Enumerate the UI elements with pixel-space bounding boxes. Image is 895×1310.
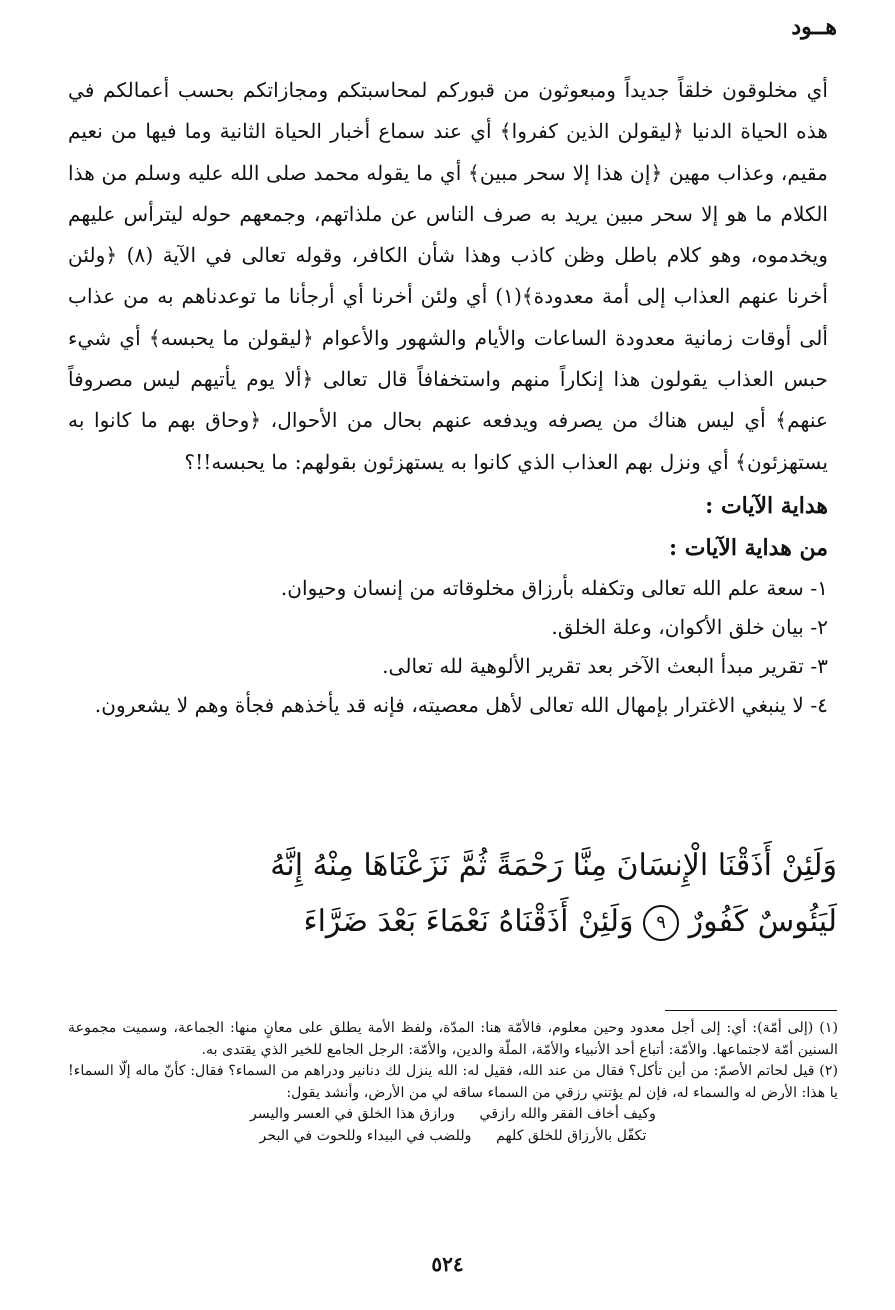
- guidance-point-4: ٤- لا ينبغي الاغترار بإمهال الله تعالى لأهل معصيته، فإنه قد يأخذهم فجأة وهم لا يشعرون.: [94, 692, 828, 717]
- main-text: [68, 70, 828, 725]
- footnote-1: (١) (إلى أمّة): أي: إلى أجل معدود وحين معلوم، فالأمّة هنا: المدّة، ولفظ الأمة يطلق على معانٍ منها: الجماعة، وسميت مجموعة السنين أمّة لاجتماعها. والأمّة: أتباع أحد الأنبياء والأمّة، الملّة والدين، والأمّة: الرجل الجامع للخير الذي يقتدى به.: [68, 1020, 838, 1058]
- guidance-point-2: ٢- بيان خلق الأكوان، وعلة الخلق.: [551, 614, 828, 639]
- guidance-subheading: من هداية الآيات :: [668, 534, 828, 561]
- verse-line-1: وَلَئِنْ أَذَقْنَا الْإِنسَانَ مِنَّا رَحْمَةً ثُمَّ نَزَعْنَاهَا مِنْهُ إِنَّهُ: [270, 848, 837, 883]
- running-head: هــود: [791, 14, 837, 40]
- guidance-point-3: ٣- تقرير مبدأ البعث الآخر بعد تقرير الألوهية لله تعالى.: [382, 653, 828, 678]
- verse-line-2-part-2: وَلَئِنْ أَذَقْنَاهُ نَعْمَاءَ بَعْدَ ضَرَّاءَ: [303, 904, 634, 939]
- verse-line-2: [225, 894, 837, 950]
- footnotes: [68, 1018, 838, 1148]
- footnote-divider: [665, 1010, 837, 1011]
- poem-hemistich: وكيف أخاف الفقر والله رازقي: [479, 1106, 656, 1123]
- poem-line-2: [68, 1126, 838, 1148]
- poem-hemistich: ورازق هذا الخلق في العسر واليسر: [250, 1106, 455, 1123]
- commentary-paragraph: أي مخلوقون خلقاً جديداً ومبعوثون من قبوركم لمحاسبتكم ومجازاتكم بحسب أعمالكم في هذه الحياة الدنيا ﴿ليقولن الذين كفروا﴾ أي عند سماع أخبار الحياة الثانية وما فيها من نعيم مقيم، وعذاب مهين ﴿إن هذا إلا سحر مبين﴾ أي ما يقوله محمد صلى الله عليه وسلم من هذا الكلام ما هو إلا سحر مبين يريد به صرف الناس عن ملذاتهم، وجمعهم حوله ليترأس عليهم ويخدموه، وهو كلام باطل وظن كاذب وهذا شأن الكافر، وقوله تعالى في الآية (٨) ﴿ولئن أخرنا عنهم العذاب إلى أمة معدودة﴾(١) أي ولئن أخرنا أي أرجأنا ما توعدناهم به من عذاب ألى أوقات زمانية معدودة الساعات والأيام والشهور والأعوام ﴿ليقولن ما يحبسه﴾ أي شيء حبس العذاب يقولون هذا إنكاراً منهم واستخفافاً قال تعالى ﴿ألا يوم يأتيهم ليس مصروفاً عنهم﴾ أي ليس هناك من يصرفه ويدفعه عنهم بحال من الأحوال، ﴿وحاق بهم ما كانوا به يستهزئون﴾ أي ونزل بهم العذاب الذي كانوا به يستهزئون بقولهم: ما يحبسه!!؟: [68, 78, 829, 474]
- ayah-number-marker: ٩: [643, 905, 679, 941]
- page-number: ٥٢٤: [431, 1252, 464, 1276]
- poem-line-1: [68, 1104, 838, 1126]
- poem-hemistich: تكفّل بالأرزاق للخلق كلهم: [496, 1127, 647, 1144]
- poem-hemistich: وللضب في البيداء وللحوت في البحر: [259, 1127, 472, 1144]
- quran-verse: [225, 838, 837, 950]
- guidance-heading: هداية الآيات :: [705, 492, 828, 519]
- verse-line-2-part-1: لَيَئُوسٌ كَفُورٌ: [688, 904, 837, 939]
- footnote-2: (٢) قيل لحاتم الأصمّ: من أين تأكل؟ فقال من عند الله، فقيل له: الله ينزل لك دنانير ودراهم من السماء؟ فقال: كأنّ ماله إلّا السماء! يا هذا: الأرض له والسماء له، فإن لم يؤتني رزقي من السماء ساقه لي من الأرض، وأنشد يقول:: [68, 1063, 838, 1101]
- guidance-point-1: ١- سعة علم الله تعالى وتكفله بأرزاق مخلوقاته من إنسان وحيوان.: [280, 575, 828, 600]
